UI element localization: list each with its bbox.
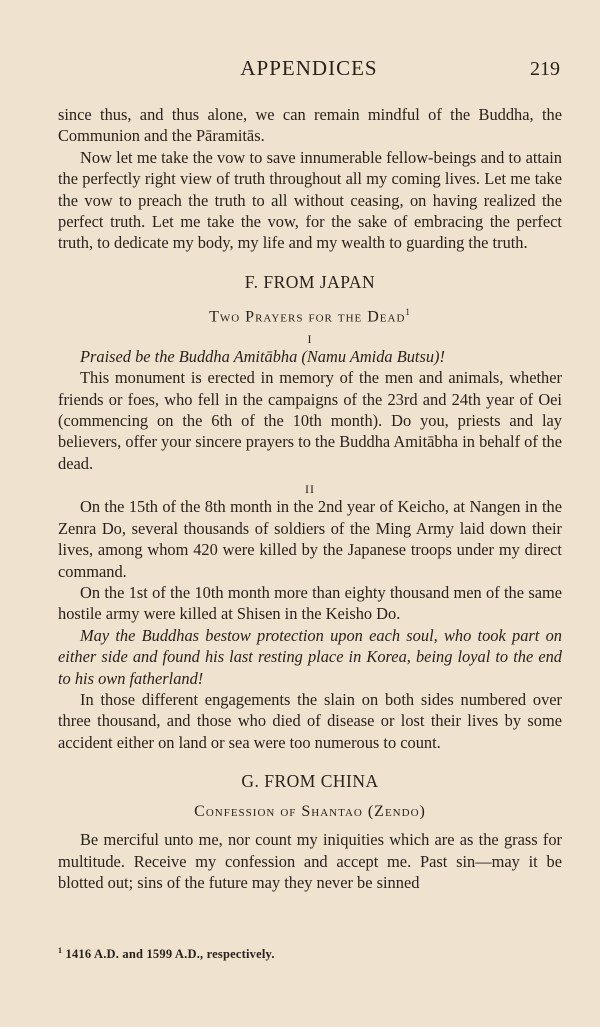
running-head: APPENDICES — [240, 56, 378, 80]
footnote — [58, 946, 275, 962]
prayer-numeral-two: II — [305, 482, 315, 497]
section-subtitle-confession: Confession of Shantao (Zendo) — [194, 803, 426, 821]
confession-text: Be merciful unto me, nor count my iniquities which are as the grass for multitude. Receive my confession and accept me. Past sin—may it be blotted out; sins of the future may they never be sinned — [58, 830, 562, 892]
body-text — [58, 104, 562, 893]
subtitle-text: Two Prayers for the Dead — [209, 308, 406, 326]
page-header — [58, 56, 560, 82]
invocation: Praised be the Buddha Amitābha (Namu Amida Butsu)! — [80, 346, 445, 366]
paragraph-continuation: since thus, and thus alone, we can remain mindful of the Buddha, the Communion and the Pāramitās. — [58, 105, 562, 146]
footnote-text: 1416 A.D. and 1599 A.D., respectively. — [65, 947, 275, 962]
prayer-two-blessing: May the Buddhas bestow protection upon each soul, who took part on either side and found his last resting place in Korea, being loyal to the end to his own fatherland! — [58, 625, 562, 688]
prayer-two-text-1: On the 15th of the 8th month in the 2nd year of Keicho, at Nangen in the Zenra Do, several thousands of soldiers of the Ming Army laid down their lives, among whom 420 were killed by the Japanese troops under my direct command. — [58, 497, 562, 581]
paragraph-vows: Now let me take the vow to save innumerable fellow-beings and to attain the perfectly right view of truth throughout all my coming lives. Let me take the vow to preach the truth to all without ceasing, on having realized the perfect truth. Let me take the vow, for the sake of embracing the perfect truth, to dedicate my body, my life and my wealth to guarding the truth. — [58, 147, 562, 253]
prayer-numeral-one: I — [307, 331, 313, 346]
footnote-mark: 1 — [58, 946, 63, 955]
page-number: 219 — [530, 58, 560, 80]
section-subtitle-prayers — [58, 302, 562, 324]
section-title-china: G. FROM CHINA — [241, 771, 379, 792]
prayer-one-text: This monument is erected in memory of the men and animals, whether friends or foes, who fell in the campaigns of the 23rd and 24th year of Oei (commencing on the 6th of the 10th month). Do you, priests and lay believers, offer your sincere prayers to the Buddha Amitābha in behalf of the dead. — [58, 368, 562, 473]
section-title-japan: F. FROM JAPAN — [244, 271, 376, 292]
prayer-two-text-3: In those different engagements the slain on both sides numbered over three thousand, and those who died of disease or lost their lives by some accident either on land or sea were too numerous to count. — [58, 689, 562, 752]
prayer-two-text-2: On the 1st of the 10th month more than eighty thousand men of the same hostile army were killed at Shisen in the Keisho Do. — [58, 582, 562, 624]
footnote-reference: 1 — [405, 306, 411, 317]
